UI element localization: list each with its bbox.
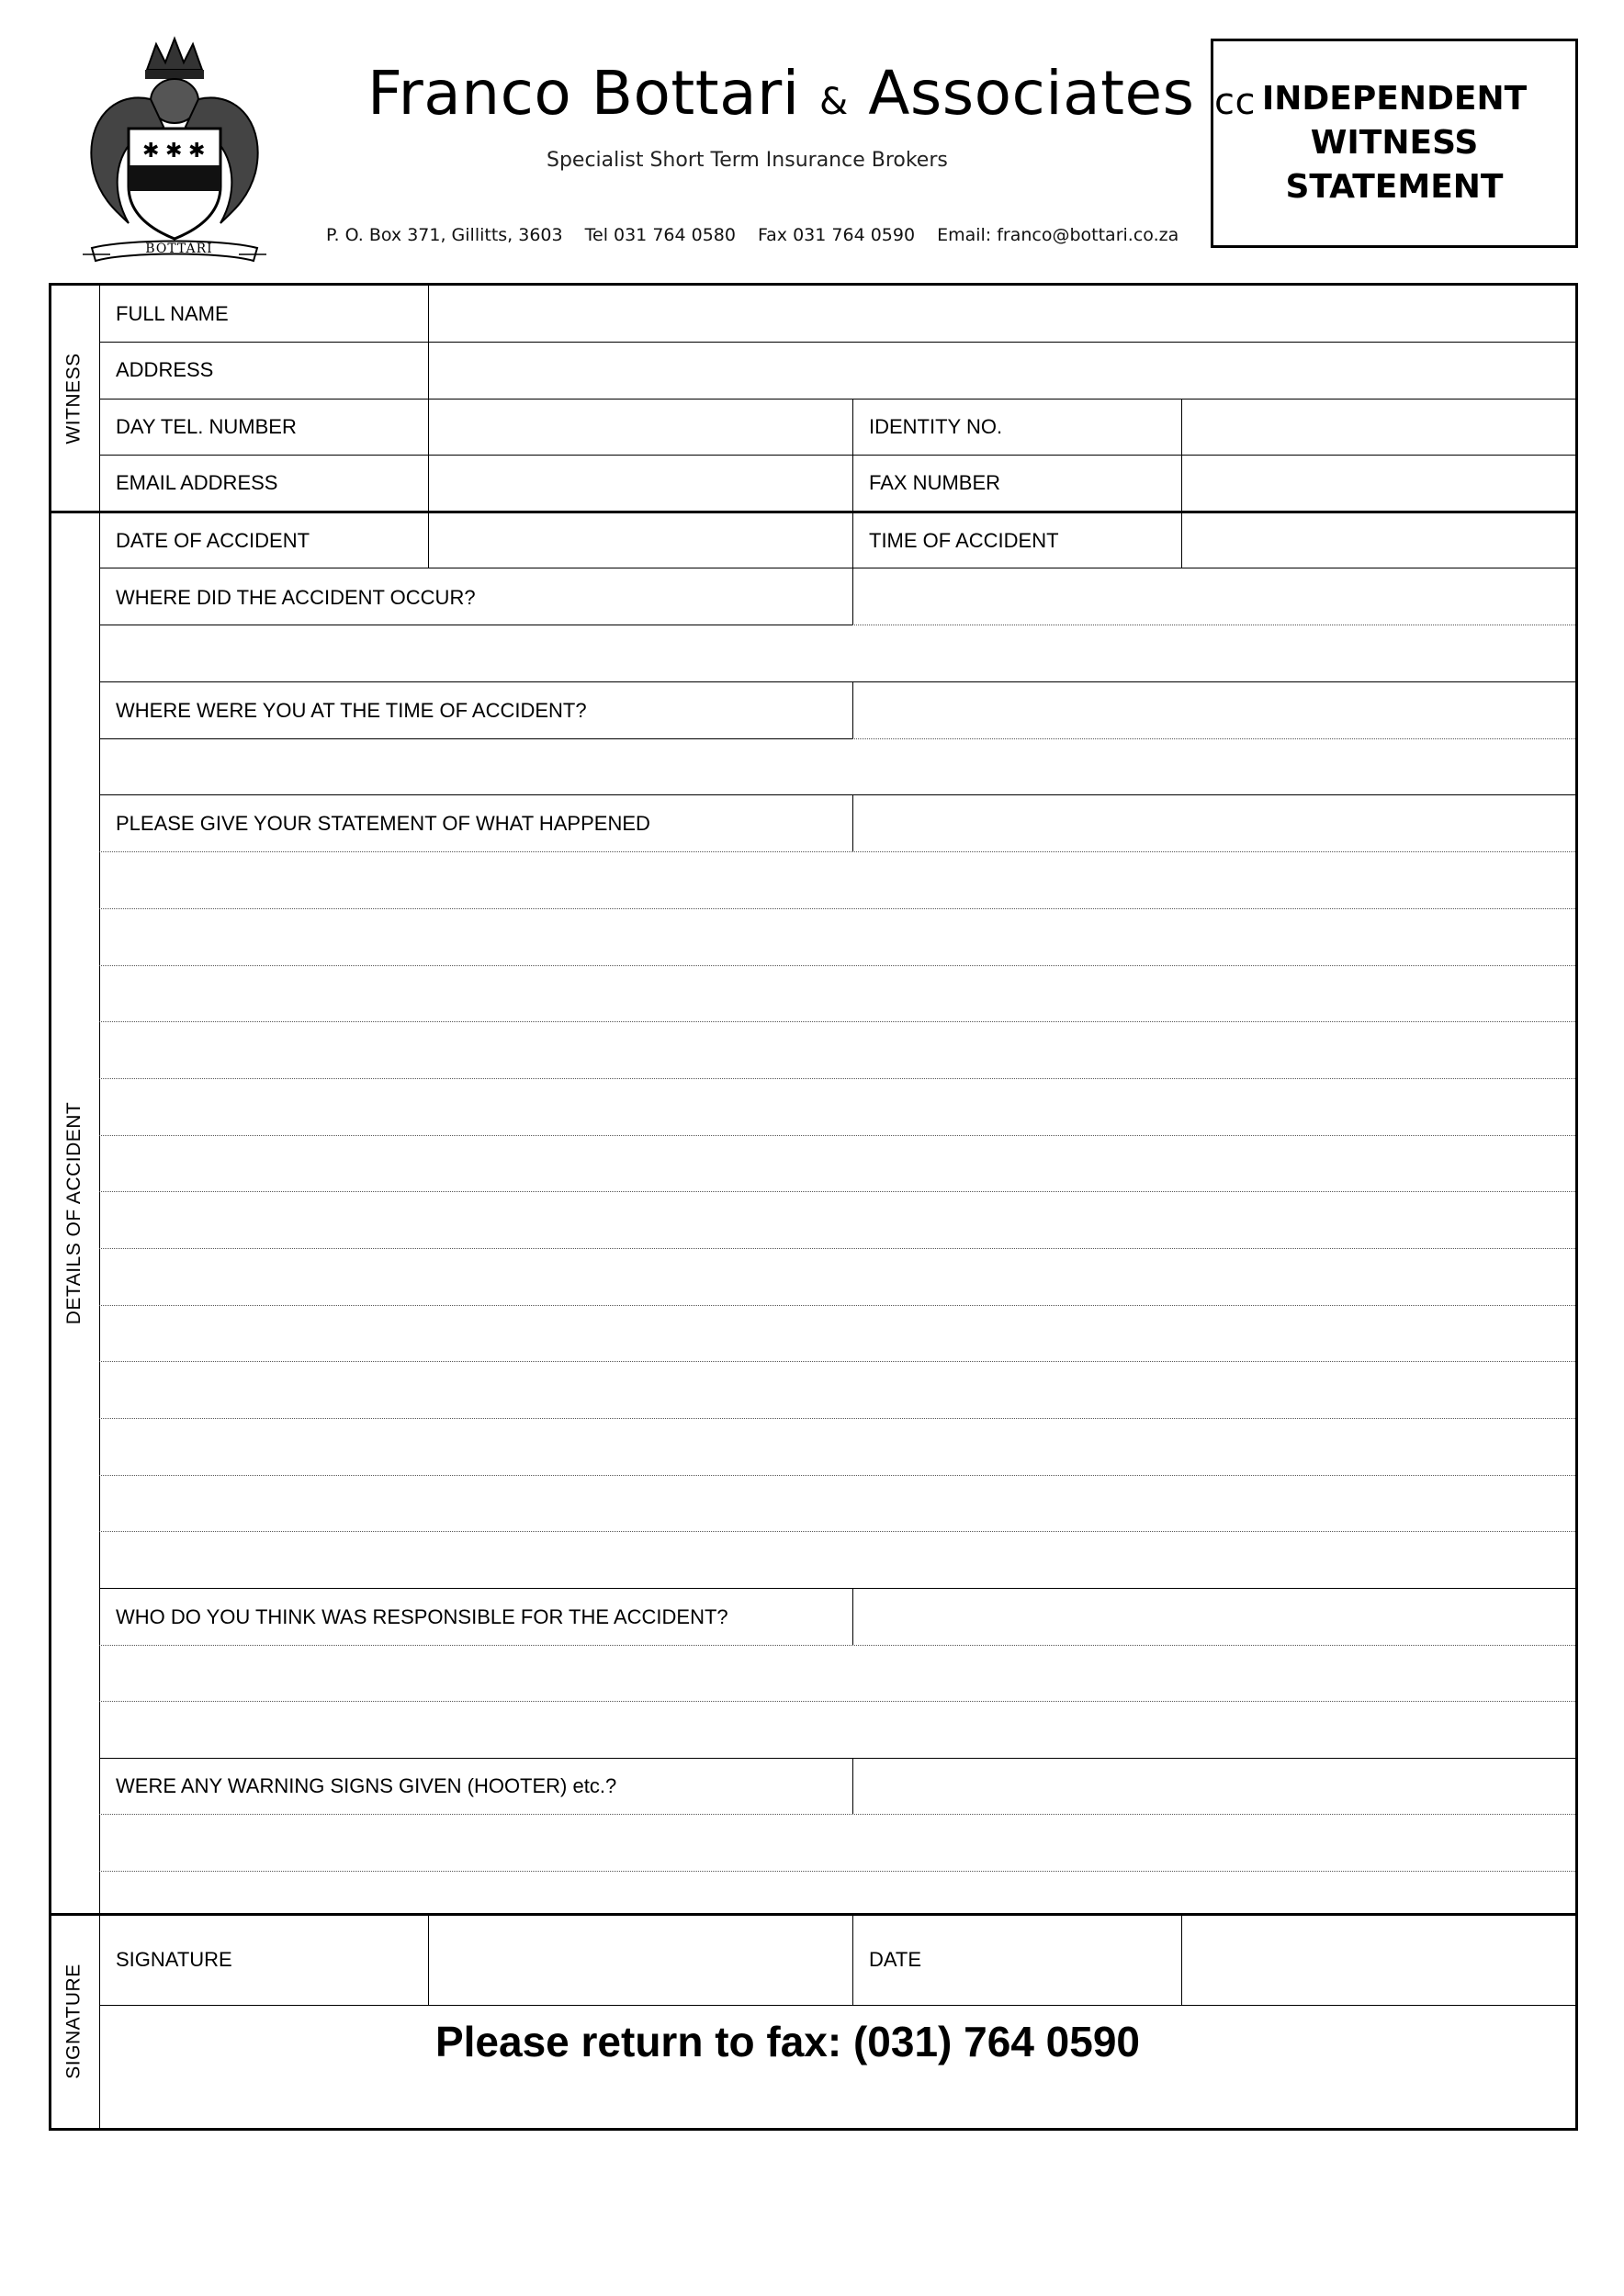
signature-field[interactable] [430, 1916, 852, 2005]
return-fax-note: Please return to fax: (031) 764 0590 [434, 2018, 1141, 2065]
full-name-field[interactable] [430, 286, 1575, 342]
svg-text:✱: ✱ [188, 139, 206, 162]
col-line [428, 1913, 429, 2005]
col-line [1181, 1913, 1182, 2005]
company-name-suffix: cc [1213, 81, 1256, 123]
col-line [428, 511, 429, 568]
day-tel-number-field[interactable] [430, 400, 852, 455]
email: Email: franco@bottari.co.za [937, 225, 1179, 245]
company-name-ampersand: & [819, 81, 849, 123]
document-title-box [1211, 39, 1578, 248]
row-line [99, 738, 852, 739]
responsible-field[interactable] [854, 1589, 1575, 1645]
svg-text:✱: ✱ [142, 139, 160, 162]
where-were-you-field[interactable] [854, 682, 1575, 738]
address-field[interactable] [430, 343, 1575, 399]
company-name [367, 57, 1256, 130]
fax-number-field[interactable] [1183, 456, 1575, 511]
company-contact-line [326, 222, 1180, 248]
time-of-accident-field[interactable] [1183, 513, 1575, 568]
statement-text-area[interactable] [101, 852, 1575, 1588]
row-line [99, 2005, 1575, 2006]
label-date-of-accident: DATE OF ACCIDENT [116, 529, 310, 552]
label-responsible: WHO DO YOU THINK WAS RESPONSIBLE FOR THE ACCIDENT? [116, 1605, 728, 1628]
label-email-address: EMAIL ADDRESS [116, 471, 278, 494]
warning-signs-field[interactable] [854, 1759, 1575, 1814]
title-line: WITNESS [1310, 124, 1479, 162]
document-title [1238, 77, 1551, 209]
label-full-name: FULL NAME [116, 302, 229, 325]
col-line [1181, 511, 1182, 568]
section-witness: WITNESS [63, 353, 85, 445]
postal-address: P. O. Box 371, Gillitts, 3603 [326, 225, 563, 245]
where-accident-occur-field-2[interactable] [101, 626, 1575, 681]
title-line: STATEMENT [1285, 168, 1504, 206]
svg-text:✱: ✱ [165, 139, 183, 162]
label-time-of-accident: TIME OF ACCIDENT [869, 529, 1059, 552]
col-line [852, 399, 853, 511]
label-day-tel-number: DAY TEL. NUMBER [116, 415, 297, 438]
label-statement: PLEASE GIVE YOUR STATEMENT OF WHAT HAPPENED [116, 812, 650, 835]
date-field[interactable] [1183, 1916, 1575, 2005]
where-were-you-field-2[interactable] [101, 740, 1575, 794]
crest-banner-text: BOTTARI [145, 242, 213, 256]
company-name-main: Franco Bottari [367, 58, 800, 129]
witness-statement-form [49, 283, 1578, 2131]
col-line [428, 286, 429, 511]
company-name-associates: Associates [868, 58, 1195, 129]
writing-line [852, 738, 1575, 739]
col-line [852, 681, 853, 738]
col-line [852, 1758, 853, 1814]
responsible-text-area[interactable] [101, 1646, 1575, 1758]
label-where-accident-occur: WHERE DID THE ACCIDENT OCCUR? [116, 586, 476, 609]
company-crest-logo [73, 26, 276, 269]
section-details-of-accident: DETAILS OF ACCIDENT [63, 1101, 85, 1325]
where-accident-occur-field[interactable] [854, 568, 1575, 625]
identity-no-field[interactable] [1183, 400, 1575, 455]
warning-signs-text-area[interactable] [101, 1815, 1575, 1912]
email-address-field[interactable] [430, 456, 852, 511]
col-line [852, 1913, 853, 2005]
col-line [852, 794, 853, 851]
section-signature: SIGNATURE [63, 1964, 85, 2079]
label-address: ADDRESS [116, 358, 214, 381]
fax: Fax 031 764 0590 [757, 225, 916, 245]
label-identity-no: IDENTITY NO. [869, 415, 1003, 438]
col-line [852, 1588, 853, 1645]
telephone: Tel 031 764 0580 [584, 225, 736, 245]
col-line [852, 511, 853, 568]
title-line: INDEPENDENT [1261, 80, 1528, 118]
label-where-were-you: WHERE WERE YOU AT THE TIME OF ACCIDENT? [116, 699, 587, 722]
label-signature: SIGNATURE [116, 1948, 232, 1971]
col-line [852, 568, 853, 625]
date-of-accident-field[interactable] [430, 513, 852, 568]
statement-field[interactable] [854, 795, 1575, 851]
label-fax-number: FAX NUMBER [869, 471, 1001, 494]
label-date: DATE [869, 1948, 922, 1971]
side-column-divider [99, 286, 100, 2128]
col-line [1181, 399, 1182, 511]
company-tagline: Specialist Short Term Insurance Brokers [547, 149, 948, 172]
label-warning-signs: WERE ANY WARNING SIGNS GIVEN (HOOTER) etc.? [116, 1774, 617, 1797]
